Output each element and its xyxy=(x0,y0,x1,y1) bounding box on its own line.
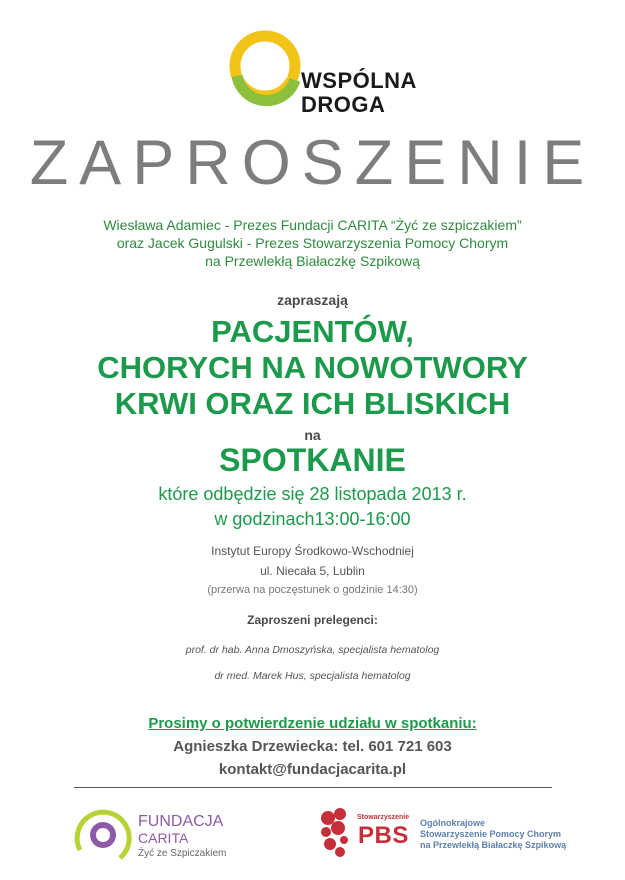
speaker-item: prof. dr hab. Anna Dmoszyńska, specjalista hematolog xyxy=(185,644,440,656)
pbs-logo xyxy=(318,804,608,864)
wspolna-droga-logo xyxy=(225,24,415,116)
divider xyxy=(74,787,552,788)
audience-line: KRWI ORAZ ICH BLISKICH xyxy=(114,386,511,421)
event-title: SPOTKANIE xyxy=(219,442,406,478)
carita-logo xyxy=(70,800,300,870)
speaker-item: dr med. Marek Hus, specjalista hematolog xyxy=(214,670,411,682)
venue-name: Instytut Europy Środkowo-Wschodniej xyxy=(211,544,414,558)
pbs-line: Ogólnokrajowe xyxy=(420,818,486,828)
logo-line-1: WSPÓLNA xyxy=(301,68,417,93)
pbs-small-label: Stowarzyszenie xyxy=(357,814,410,821)
pbs-big-label: PBS xyxy=(358,822,409,849)
rsvp-email: kontakt@fundacjacarita.pl xyxy=(218,761,407,778)
event-time: w godzinach13:00-16:00 xyxy=(214,509,411,529)
carita-tagline: Żyć ze Szpiczakiem xyxy=(138,848,227,859)
audience-line: CHORYCH NA NOWOTWORY xyxy=(97,350,528,385)
rsvp-phone: Agnieszka Drzewiecka: tel. 601 721 603 xyxy=(173,738,452,755)
rsvp-heading: Prosimy o potwierdzenie udziału w spotkaniu: xyxy=(148,715,477,732)
pbs-line: Stowarzyszenie Pomocy Chorym xyxy=(420,829,562,839)
pbs-description xyxy=(420,818,566,851)
organizer-line: oraz Jacek Gugulski - Prezes Stowarzyszenia Pomocy Chorym xyxy=(116,235,509,251)
logo-line-2: DROGA xyxy=(301,92,386,117)
carita-line-1: FUNDACJA xyxy=(138,813,224,830)
speakers-heading: Zaproszeni prelegenci: xyxy=(247,613,378,627)
organizer-line: na Przewlekłą Białaczkę Szpikową xyxy=(205,253,420,269)
carita-line-2: CARITA xyxy=(138,830,189,846)
venue-note: (przerwa na poczęstunek o godzinie 14:30) xyxy=(207,584,418,596)
blood-cells-icon xyxy=(318,804,358,860)
organizers xyxy=(0,216,625,270)
invite-verb: zapraszają xyxy=(277,292,348,308)
handshake-logo-icon xyxy=(225,24,305,116)
pbs-line: na Przewlekłą Białaczkę Szpikową xyxy=(420,840,567,850)
organizer-line: Wiesława Adamiec - Prezes Fundacji CARITA “Żyć ze szpiczakiem” xyxy=(103,217,522,233)
event-date: które odbędzie się 28 listopada 2013 r. xyxy=(158,484,467,504)
page-title: ZAPROSZENIE xyxy=(29,128,596,198)
carita-circle-icon xyxy=(70,800,136,870)
connector-text: na xyxy=(304,427,321,443)
venue-address: ul. Niecała 5, Lublin xyxy=(260,564,365,578)
audience-line: PACJENTÓW, xyxy=(211,314,414,349)
